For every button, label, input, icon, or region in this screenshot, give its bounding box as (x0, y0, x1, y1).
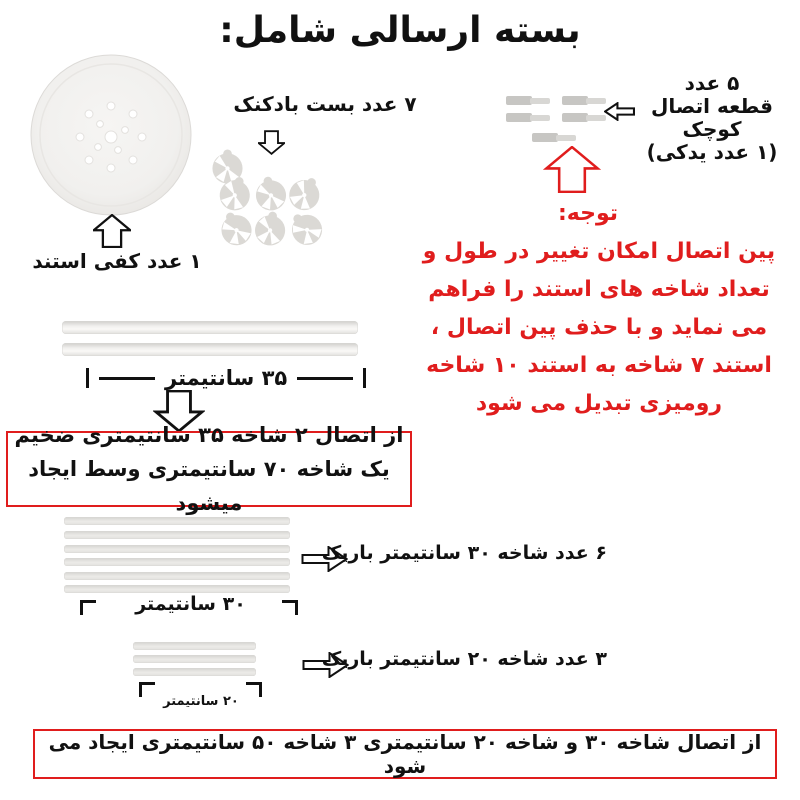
connectors-label-line1: ۵ عدد (684, 71, 740, 95)
connectors-label-line3: کوچک (682, 117, 742, 141)
note-50-box (33, 729, 777, 779)
stand-base-label: ۱ عدد کفی استند (32, 249, 202, 273)
measure-tick (80, 600, 96, 615)
stick-30cm (64, 545, 290, 553)
stick-30cm (64, 572, 290, 580)
connector-pin-icon (506, 113, 550, 122)
sticks-20-label: ۳ عدد شاخه ۲۰ سانتیمتر باریک (321, 648, 607, 670)
notice-line: پین اتصال امکان تغییر در طول و (422, 239, 776, 264)
measure-tick (282, 600, 298, 615)
note-70-line1: از اتصال ۲ شاخه ۳۵ سانتیمتری ضخیم (14, 423, 404, 447)
stick-30cm (64, 531, 290, 539)
measure-35 (86, 366, 366, 390)
balloon-clips-label: ۷ عدد بست بادکنک (233, 92, 417, 116)
sticks-30-label: ۶ عدد شاخه ۳۰ سانتیمتر باریک (321, 542, 607, 564)
connector-pin-icon (532, 133, 576, 142)
notice-paragraph (403, 233, 795, 423)
notice-line: استند ۷ شاخه به استند ۱۰ شاخه (426, 353, 772, 378)
measure-30-label: ۳۰ سانتیمتر (135, 593, 246, 615)
measure-line (99, 377, 155, 380)
notice-line: رومیزی تبدیل می شود (475, 391, 723, 416)
connectors-label (626, 72, 798, 164)
connector-pin-icon (562, 96, 606, 105)
down-arrow-icon (258, 130, 285, 155)
up-arrow-icon (543, 146, 601, 193)
stand-base-image (30, 54, 192, 216)
connector-pin-icon (506, 96, 550, 105)
connectors-label-line2: قطعه اتصال (651, 94, 773, 118)
notice-line: می نماید و با حذف پین اتصال ، (430, 315, 768, 340)
stick-20cm (133, 668, 256, 676)
balloon-clip-icon (213, 205, 258, 252)
connector-pin-icon (562, 113, 606, 122)
stick-30cm (64, 585, 290, 593)
measure-line (297, 377, 353, 380)
measure-tick (363, 368, 366, 388)
notice-line: تعداد شاخه های استند را فراهم (428, 277, 770, 302)
connectors-label-line4: (۱ عدد یدکی) (646, 140, 778, 164)
balloon-clip-icon (281, 204, 329, 253)
note-70-line2: یک شاخه ۷۰ سانتیمتری وسط ایجاد میشود (28, 457, 390, 515)
stick-20cm (133, 642, 256, 650)
measure-20-label: ۲۰ سانتیمتر (163, 694, 239, 709)
measure-35-label: ۳۵ سانتیمتر (165, 366, 288, 390)
note-70-box (6, 423, 412, 515)
stick-30cm (64, 558, 290, 566)
stick-20cm (133, 655, 256, 663)
stick-30cm (64, 517, 290, 525)
stick-35cm (62, 343, 358, 356)
stick-35cm (62, 321, 358, 334)
up-arrow-icon (93, 214, 131, 248)
note-50-text: از اتصال شاخه ۳۰ و شاخه ۲۰ سانتیمتری ۳ شاخه ۵۰ سانتیمتری ایجاد می شود (48, 730, 762, 778)
page-title: بسته ارسالی شامل: (219, 10, 581, 51)
notice-heading: توجه: (557, 201, 619, 226)
measure-tick (86, 368, 89, 388)
